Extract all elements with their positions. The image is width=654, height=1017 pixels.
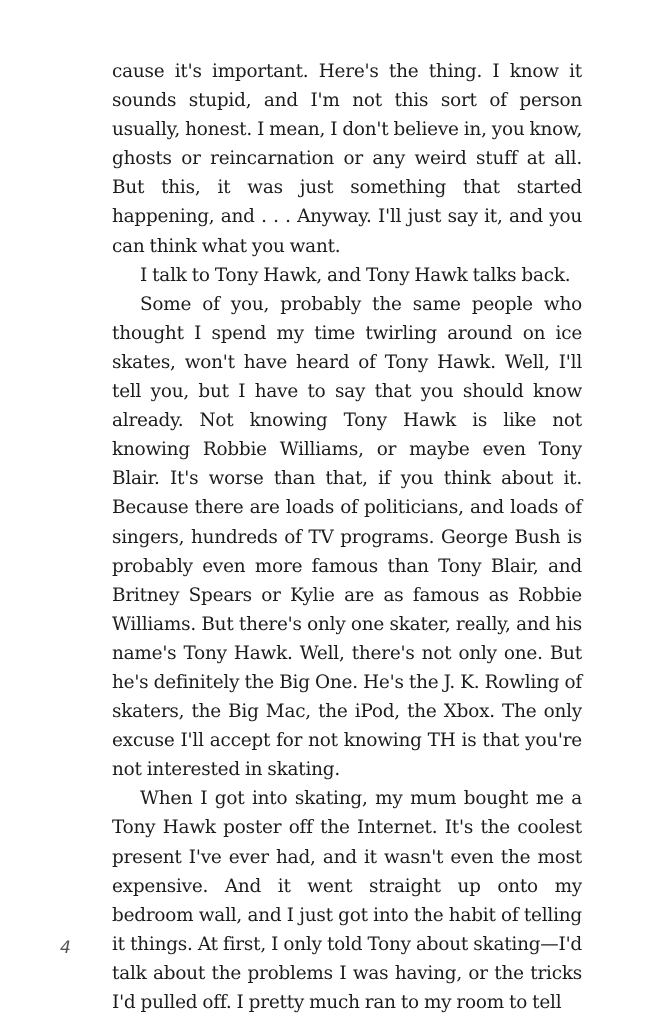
- paragraph-1: cause it's important. Here's the thing. I know it sounds stupid, and I'm not this sort of person usually, honest. I mean, I don't believe in, you know, ghosts or reincarnation or any weird stuff at all. But this, it was just something that started happening, and . . . Anyway. I'll just say it, and you can think what you want.: [112, 61, 582, 257]
- paragraph-4: When I got into skating, my mum bought me a Tony Hawk poster off the Internet. It's the coolest present I've ever had, and it wasn't even the most expensive. And it went straight up onto my bedroom wall, and I just got into the habit of telling it things. At first, I only told Tony about skating—I'd talk about the problems I was having, or the tricks I'd pulled off. I pretty much ran to my room to tell: [112, 788, 582, 1013]
- paragraph-2: I talk to Tony Hawk, and Tony Hawk talks back.: [140, 264, 571, 286]
- paragraph-3: Some of you, probably the same people who thought I spend my time twirling around on ice skates, won't have heard of Tony Hawk. Well, I'll tell you, but I have to say that you should know already. Not knowing Tony Hawk is like not knowing Robbie Williams, or maybe even Tony Blair. It's worse than that, if you think about it. Because there are loads of politicians, and loads of singers, hundreds of TV programs. George Bush is probably even more famous than Tony Blair, and Britney Spears or Kylie are as famous as Robbie Williams. But there's only one skater, really, and his name's Tony Hawk. Well, there's not only one. But he's definitely the Big One. He's the J. K. Rowling of skaters, the Big Mac, the iPod, the Xbox. The only excuse I'll accept for not knowing TH is that you're not interested in skating.: [112, 293, 582, 781]
- body-text: [112, 57, 582, 1017]
- page-number: 4: [60, 938, 71, 958]
